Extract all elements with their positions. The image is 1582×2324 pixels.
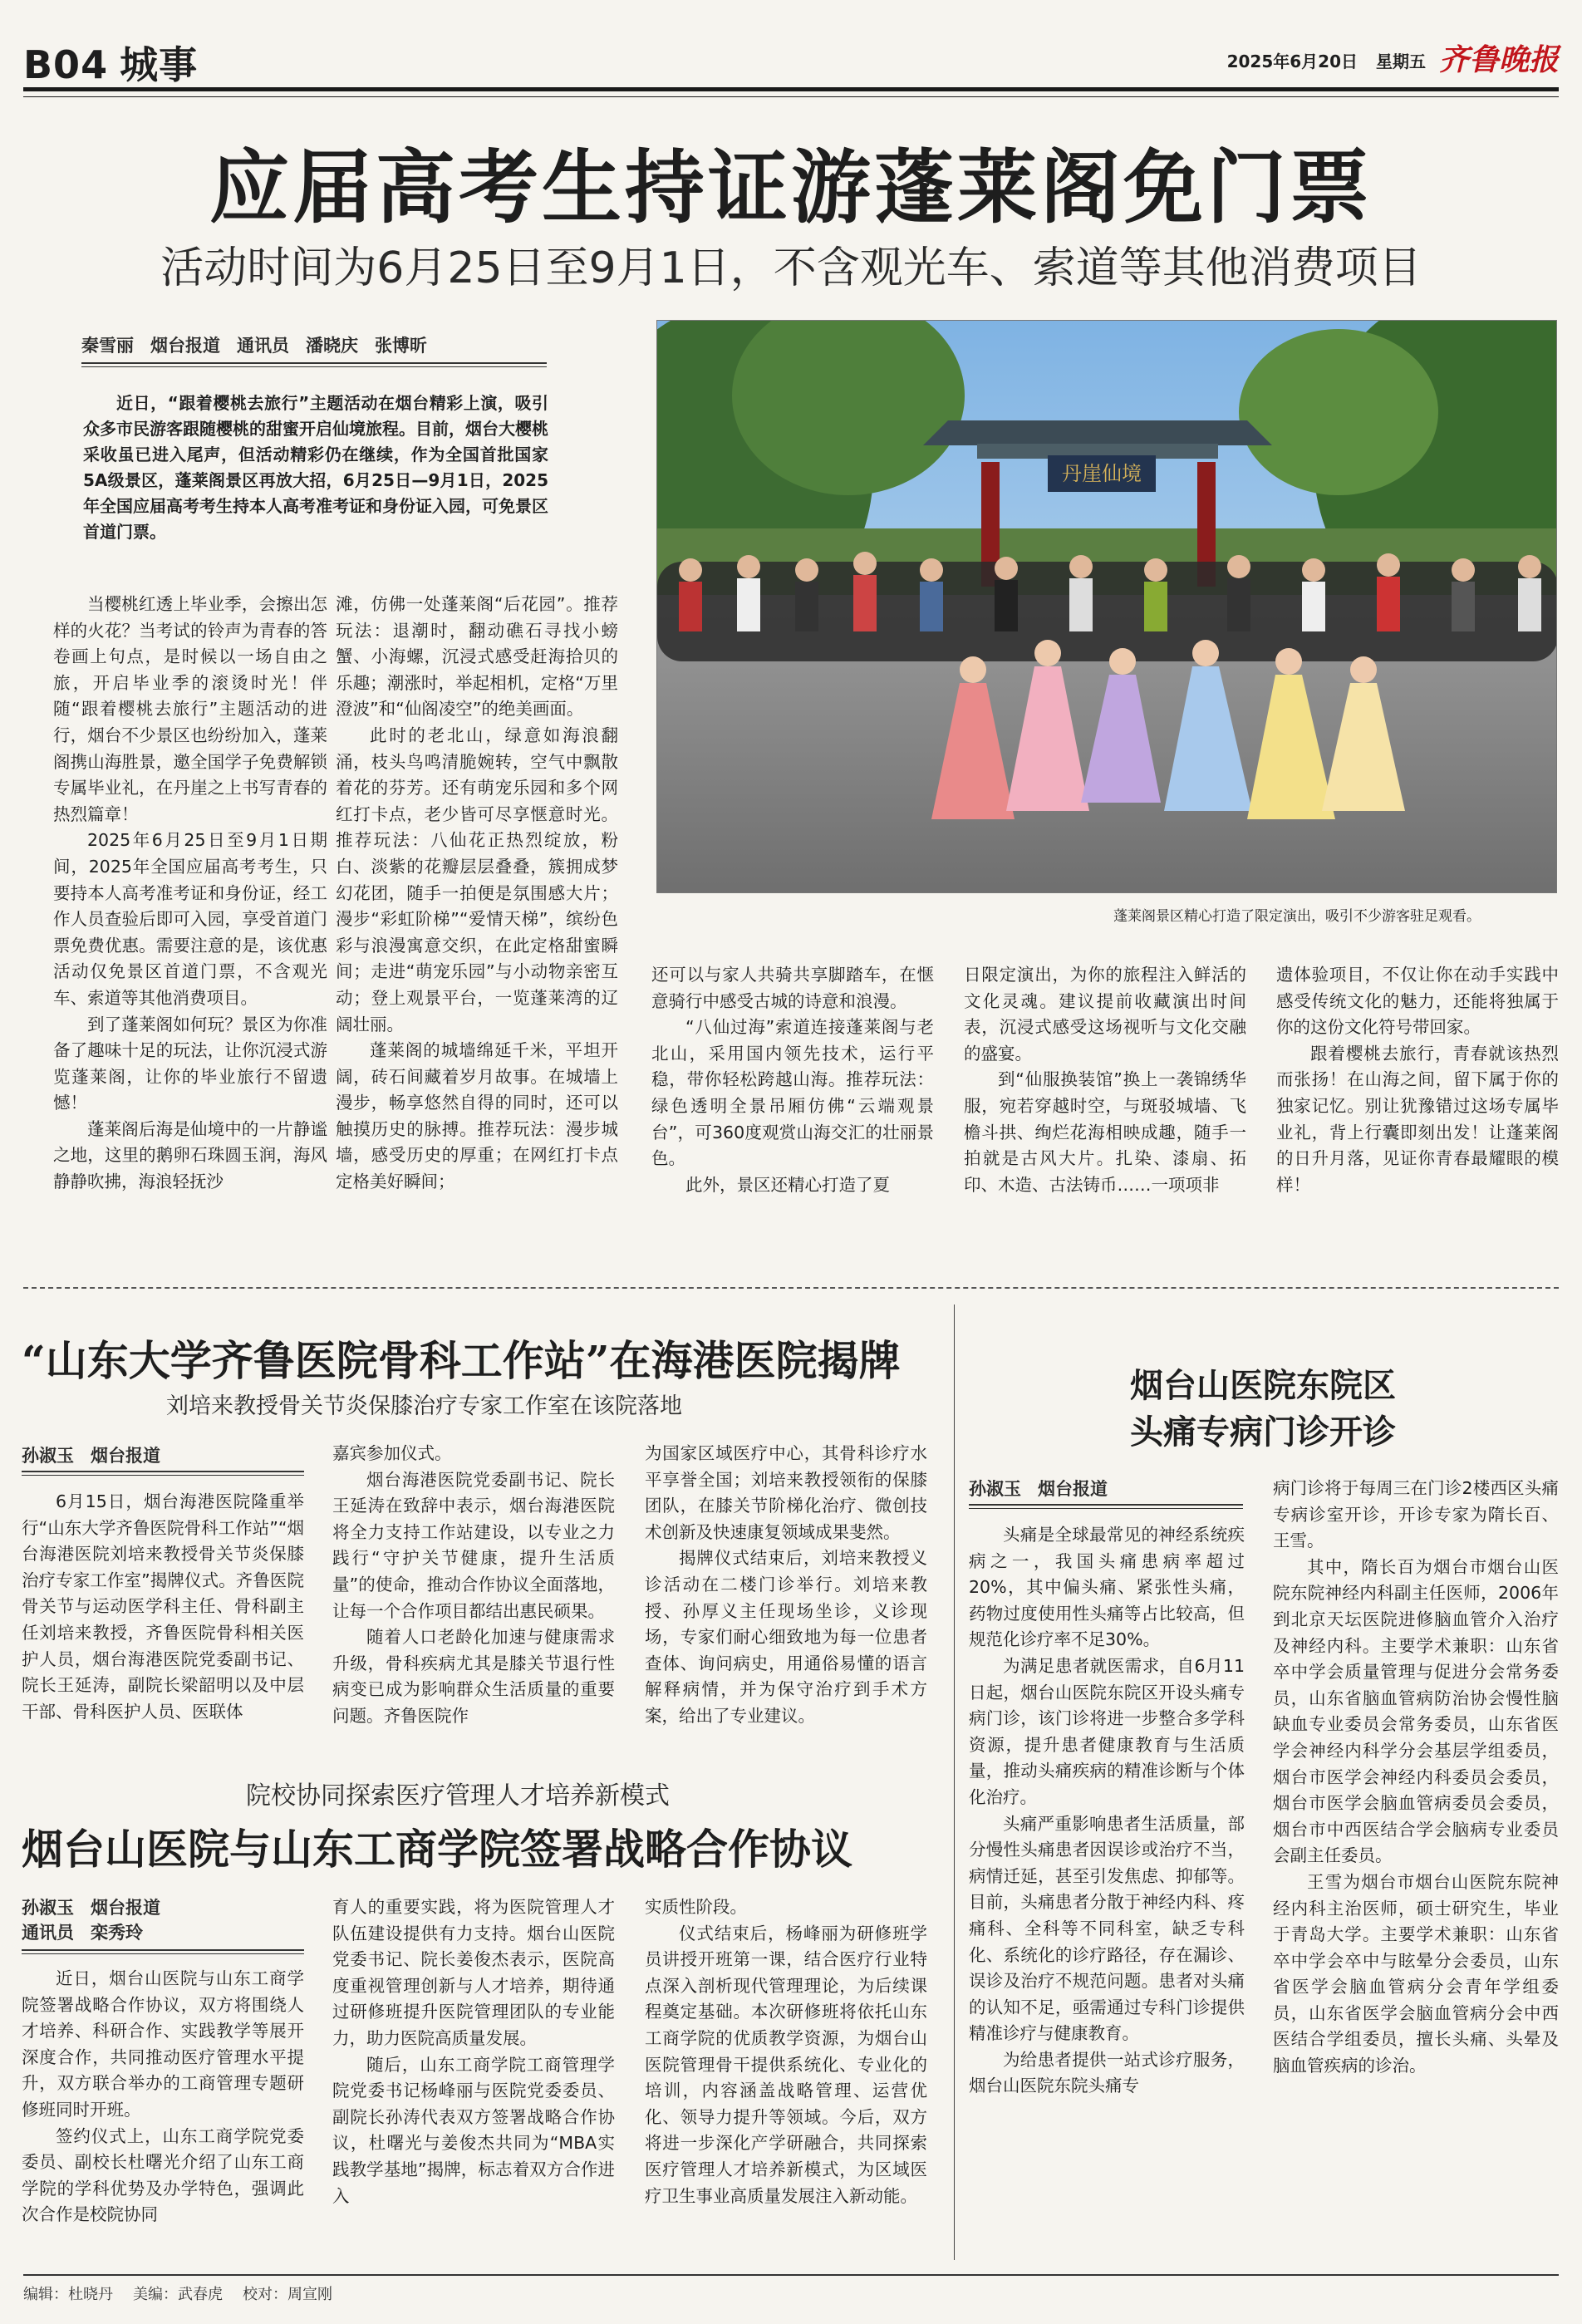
article2-headline: “山东大学齐鲁医院骨科工作站”在海港医院揭牌: [22, 1336, 901, 1385]
issue-date: [1227, 48, 1426, 72]
article1-column-1: 当樱桃红透上毕业季，会擦出怎样的火花？当考试的铃声为青春的答卷画上句点，是时候以一场自由之旅，开启毕业季的滚烫时光！伴随“跟着樱桃去旅行”主题活动的进行，烟台不少景区也纷纷加入，蓬莱阁携山海胜景，邀全国学子免费解锁专属毕业礼，在丹崖之上书写青春的热烈篇章！ 2025年6月25日至9月1日期间，2025年全国应届高考考生，只要持本人高考准考证和身份证，经工作人员查验后即可入园，享受首道门票免费优惠。需要注意的是，该优惠活动仅免景区首道门票，不含观光车、索道等其他消费项目。 到了蓬莱阁如何玩？景区为你准备了趣味十足的玩法，让你沉浸式游览蓬莱阁，让你的毕业旅行不留遗憾！ 蓬莱阁后海是仙境中的一片静谧之地，这里的鹅卵石珠圆玉润，海风静静吹拂，海浪轻抚沙: [53, 594, 327, 1192]
article3-column-3: 实质性阶段。 仪式结束后，杨峰丽为研修班学员讲授开班第一课，结合医疗行业特点深入剖析现代管理理论，为后续课程奠定基础。本次研修班将依托山东工商学院的优质教学资源，为烟台山医院管理骨干提供系统化、专业化的培训，内容涵盖战略管理、运营优化、领导力提升等领域。今后，双方将进一步深化产学研融合，共同探索医疗管理人才培养新模式，为区域医疗卫生事业高质量发展注入新动能。: [645, 1897, 927, 2206]
article2-column-2: 嘉宾参加仪式。 烟台海港医院党委副书记、院长王延涛在致辞中表示，烟台海港医院将全力支持工作站建设，以专业之力践行“守护关节健康，提升生活质量”的使命，推动合作协议全面落地，让每一个合作项目都结出惠民硕果。 随着人口老龄化加速与健康需求升级，骨科疾病尤其是膝关节退行性病变已成为影响群众生活质量的重要问题。齐鲁医院作: [332, 1443, 615, 1726]
article1-column-2: 滩，仿佛一处蓬莱阁“后花园”。推荐玩法：退潮时，翻动礁石寻找小螃蟹、小海螺，沉浸式感受赶海拾贝的乐趣；潮涨时，举起相机，定格“万里澄波”和“仙阁凌空”的绝美画面。 此时的老北山，绿意如海浪翻涌，枝头鸟鸣清脆婉转，空气中飘散着花的芬芳。还有萌宠乐园和多个网红打卡点，老少皆可尽享惬意时光。推荐玩法：八仙花正热烈绽放，粉白、淡紫的花瓣层层叠叠，簇拥成梦幻花团，随手一拍便是氛围感大片；漫步“彩虹阶梯”“爱情天梯”，缤纷色彩与浪漫寓意交织，在此定格甜蜜瞬间；走进“萌宠乐园”与小动物亲密互动；登上观景平台，一览蓬莱湾的辽阔壮丽。 蓬莱阁的城墙绵延千米，平坦开阔，砖石间藏着岁月故事。在城墙上漫步，畅享悠然自得的同时，还可以触摸历史的脉搏。推荐玩法：漫步城墙，感受历史的厚重；在网红打卡点定格美好瞬间；: [336, 594, 618, 1192]
article2-byline: 孙淑玉 烟台报道: [22, 1446, 160, 1466]
section-name: 城事: [120, 42, 199, 87]
article3-byline-rule: [22, 1949, 304, 1954]
page-header: [23, 30, 1559, 91]
byline: 秦雪丽 烟台报道 通讯员 潘晓庆 张博昕: [81, 336, 427, 356]
article2-byline-rule: [22, 1471, 304, 1476]
header-rule: [23, 96, 1559, 97]
article4-column-2: 病门诊将于每周三在门诊2楼西区头痛专病诊室开诊，开诊专家为隋长百、王雪。 其中，隋长百为烟台市烟台山医院东院神经内科副主任医师，2006年到北京天坛医院进修脑血管介入治疗及神经内科。主要学术兼职：山东省卒中学会质量管理与促进分会常务委员，山东省脑血管病防治协会慢性脑缺血专业委员会常务委员，山东省医学会神经内科学分会基层学组委员，烟台市医学会神经内科委员会委员，烟台市医学会脑血管病委员会委员，烟台市中西医结合学会脑病专业委员会副主任委员。 王雪为烟台市烟台山医院东院神经内科主治医师，硕士研究生，毕业于青岛大学。主要学术兼职：山东省卒中学会卒中与眩晕分会委员，山东省医学会脑血管病分会青年学组委员，山东省医学会脑血管病分会中西医结合学组委员，擅长头痛、头晕及脑血管疾病的诊治。: [1273, 1478, 1559, 2076]
article2-subheadline: 刘培来教授骨关节炎保膝治疗专家工作室在该院落地: [166, 1393, 682, 1419]
article1-column-4: 日限定演出，为你的旅程注入鲜活的文化灵魂。建议提前收藏演出时间表，沉浸式感受这场视听与文化交融的盛宴。 到“仙服换装馆”换上一袭锦绣华服，宛若穿越时空，与斑驳城墙、飞檐斗拱、绚烂花海相映成趣，随手一拍就是古风大片。扎染、漆扇、拓印、木造、古法铸币……一项项非: [964, 965, 1246, 1195]
editor-credit: 编辑：杜晓丹: [23, 2286, 113, 2303]
article4-byline-rule: [969, 1504, 1243, 1509]
article2-column-3: 为国家区域医疗中心，其骨科诊疗水平享誉全国；刘培来教授领衔的保膝团队，在膝关节阶梯化治疗、微创技术创新及快速康复领域成果斐然。 揭牌仪式结束后，刘培来教授义诊活动在二楼门诊举行。刘培来教授、孙厚义主任现场坐诊，义诊现场，专家们耐心细致地为每一位患者查体、询问病史，用通俗易懂的语言解释病情，并为保守治疗到手术方案，给出了专业建议。: [645, 1443, 927, 1726]
section-label: [23, 35, 198, 90]
gate-plaque-text: 丹崖仙境: [1062, 462, 1142, 485]
article3-headline: 烟台山医院与山东工商学院签署战略合作协议: [22, 1825, 852, 1874]
article3-kicker: 院校协同探索医疗管理人才培养新模式: [246, 1781, 670, 1811]
main-subheadline: 活动时间为6月25日至9月1日，不含观光车、索道等其他消费项目: [160, 243, 1422, 293]
article4-column-1: 头痛是全球最常见的神经系统疾病之一，我国头痛患病率超过20%，其中偏头痛、紧张性头痛，药物过度使用性头痛等占比较高，但规范化诊疗率不足30%。 为满足患者就医需求，自6月11日起，烟台山医院东院区开设头痛专病门诊，该门诊将进一步整合多学科资源，提升患者健康教育与生活质量，推动头痛疾病的精准诊断与个体化治疗。 头痛严重影响患者生活质量，部分慢性头痛患者因误诊或治疗不当，病情迁延，甚至引发焦虑、抑郁等。目前，头痛患者分散于神经内科、疼痛科、全科等不同科室，缺乏专科化、系统化的诊疗路径，存在漏诊、误诊及治疗不规范问题。患者对头痛的认知不足，亟需通过专科门诊提供精准诊疗与健康教育。 为给患者提供一站式诊疗服务，烟台山医院东院头痛专: [969, 1525, 1245, 2096]
main-headline: 应届高考生持证游蓬莱阁免门票: [209, 140, 1373, 234]
article3-byline: 孙淑玉 烟台报道: [22, 1898, 160, 1918]
page-code: B04: [23, 42, 109, 87]
newspaper-logo: 齐鲁晚报: [1438, 42, 1559, 77]
weekday-text: 星期五: [1376, 52, 1426, 71]
article3-byline-2: 通讯员 栾秀玲: [22, 1923, 143, 1943]
designer-credit: 美编：武春虎: [133, 2286, 223, 2303]
column-divider: [954, 1304, 955, 2260]
photo-caption: 蓬莱阁景区精心打造了限定演出，吸引不少游客驻足观看。: [1113, 908, 1481, 925]
date-text: 2025年6月20日: [1226, 52, 1358, 71]
article1-column-5: 遗体验项目，不仅让你在动手实践中感受传统文化的魅力，还能将独属于你的这份文化符号带回家。 跟着樱桃去旅行，青春就该热烈而张扬！在山海之间，留下属于你的独家记忆。别让犹豫错过这场专属毕业礼，背上行囊即刻出发！让蓬莱阁的日升月落，见证你青春最耀眼的模样！: [1276, 965, 1559, 1195]
article3-column-2: 育人的重要实践，将为医院管理人才队伍建设提供有力支持。烟台山医院党委书记、院长姜俊杰表示，医院高度重视管理创新与人才培养，期待通过研修班提升医院管理团队的专业能力，助力医院高质量发展。 随后，山东工商学院工商管理学院党委书记杨峰丽与医院党委委员、副院长孙涛代表双方签署战略合作协议，杜曙光与姜俊杰共同为“MBA实践教学基地”揭牌，标志着双方合作进入: [332, 1897, 615, 2206]
lead-paragraph: 近日，“跟着樱桃去旅行”主题活动在烟台精彩上演，吸引众多市民游客跟随樱桃的甜蜜开启仙境旅程。目前，烟台大樱桃采收虽已进入尾声，但活动精彩仍在继续，作为全国首批国家5A级景区，蓬莱阁景区再放大招，6月25日—9月1日，2025年全国应届高考考生持本人高考准考证和身份证入园，可免景区首道门票。: [83, 393, 548, 542]
proofreader-credit: 校对：周宣刚: [243, 2286, 332, 2303]
article1-column-3: 还可以与家人共骑共享脚踏车，在惬意骑行中感受古城的诗意和浪漫。 “八仙过海”索道连接蓬莱阁与老北山，采用国内领先技术，运行平稳，带你轻松跨越山海。推荐玩法：绿色透明全景吊厢仿佛“云端观景台”，可360度观赏山海交汇的壮丽景色。 此外，景区还精心打造了夏: [651, 965, 934, 1195]
performance-photo: [656, 320, 1557, 893]
page-footer: [23, 2274, 1559, 2304]
article3-column-1: 近日，烟台山医院与山东工商学院签署战略合作协议，双方将围绕人才培养、科研合作、实践教学等展开深度合作，共同推动医疗管理水平提升，双方联合举办的工商管理专题研修班同时开班。 签约仪式上，山东工商学院党委委员、副校长杜曙光介绍了山东工商学院的学科优势及办学特色，强调此次合作是校院协同: [22, 1968, 304, 2225]
article4-headline: 烟台山医院东院区 头痛专病门诊开诊: [1130, 1366, 1396, 1452]
article4-byline: 孙淑玉 烟台报道: [969, 1479, 1108, 1499]
article2-column-1: 6月15日，烟台海港医院隆重举行“山东大学齐鲁医院骨科工作站”“烟台海港医院刘培来教授骨关节炎保膝治疗专家工作室”揭牌仪式。齐鲁医院骨关节与运动医学科主任、骨科副主任刘培来教授，齐鲁医院骨科相关医护人员，烟台海港医院党委副书记、院长王延涛，副院长梁韶明以及中层干部、骨科医护人员、医联体: [22, 1491, 304, 1722]
byline-rule: [81, 362, 547, 367]
section-divider: [23, 1287, 1559, 1289]
